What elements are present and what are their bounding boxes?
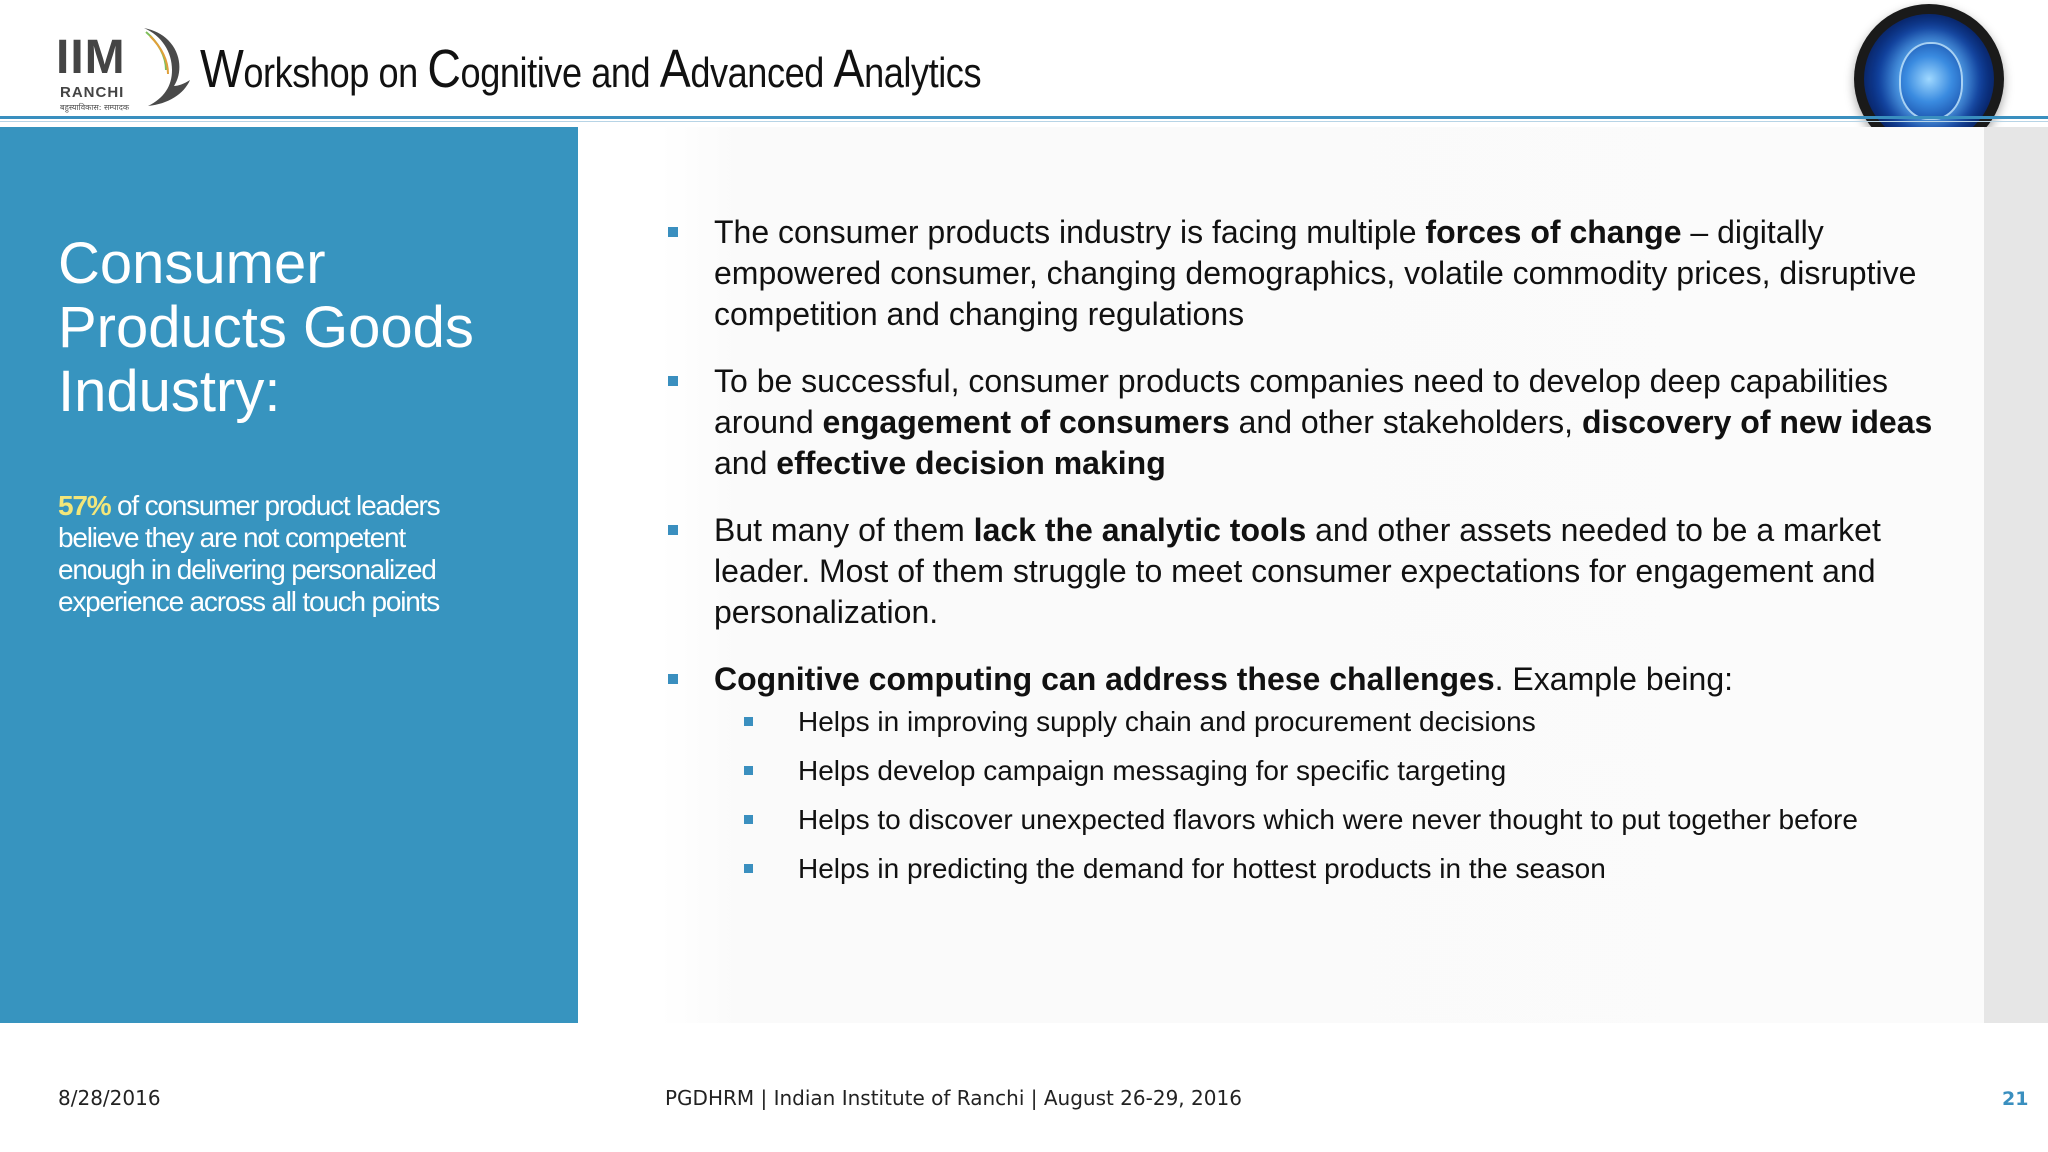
side-panel-title: Consumer Products Goods Industry: — [58, 231, 474, 424]
bullet-item: Cognitive computing can address these challenges. Example being: — [660, 659, 1960, 700]
sub-bullet-item: Helps develop campaign messaging for specific targeting — [714, 753, 1960, 788]
header-divider — [0, 116, 2048, 119]
page-title: Workshop on Cognitive and Advanced Analytics — [200, 39, 982, 99]
sub-bullet-item: Helps to discover unexpected flavors which were never thought to put together before — [714, 802, 1960, 837]
stat-text: of consumer product leaders believe they are not competent enough in delivering personalized experience across all touch points — [58, 490, 440, 617]
side-panel-stat — [58, 490, 478, 618]
bird-icon — [138, 24, 198, 114]
bullet-item: The consumer products industry is facing multiple forces of change – digitally empowered consumer, changing demographics, volatile commodity prices, disruptive competition and changing regulations — [660, 212, 1960, 335]
stat-percentage: 57% — [58, 490, 111, 521]
logo-sub-text: RANCHI — [60, 84, 125, 101]
bullet-item: But many of them lack the analytic tools and other assets needed to be a market leader. Most of them struggle to meet consumer expectations for engagement and personalization. — [660, 510, 1960, 633]
iim-ranchi-logo — [56, 24, 186, 112]
brain-image — [1864, 14, 1994, 144]
bullet-list — [660, 212, 1960, 900]
slide-number: 21 — [2002, 1088, 2029, 1110]
footer-date: 8/28/2016 — [58, 1086, 161, 1110]
header-divider-light — [0, 121, 2048, 122]
logo-tagline: बहुस्याविकास: सम्पादक — [60, 103, 129, 112]
sub-bullet-item: Helps in improving supply chain and procurement decisions — [714, 704, 1960, 739]
sub-bullet-item: Helps in predicting the demand for hottest products in the season — [714, 851, 1960, 886]
right-side-bar — [1984, 127, 2048, 1023]
logo-main-text: IIM — [56, 31, 126, 84]
bullet-item: To be successful, consumer products companies need to develop deep capabilities around engagement of consumers and other stakeholders, discovery of new ideas and effective decision making — [660, 361, 1960, 484]
footer-info: PGDHRM | Indian Institute of Ranchi | August 26-29, 2016 — [665, 1086, 1242, 1110]
